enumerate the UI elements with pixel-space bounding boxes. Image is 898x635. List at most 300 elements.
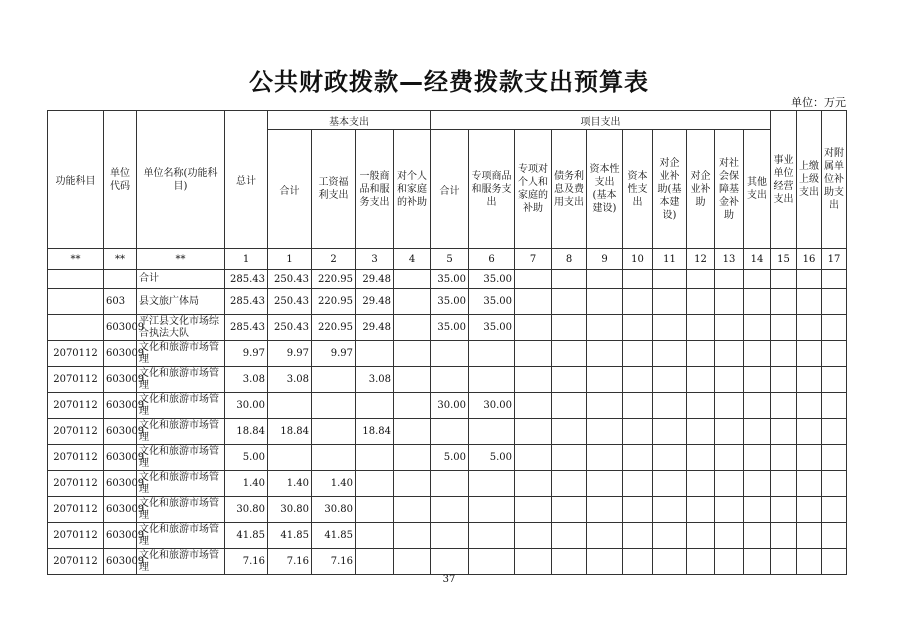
value-cell — [431, 341, 469, 367]
value-cell — [797, 367, 822, 393]
page-number: 37 — [442, 574, 456, 585]
value-cell: 30.80 — [268, 497, 312, 523]
func-code-cell: 2070112 — [48, 367, 104, 393]
value-cell — [587, 523, 623, 549]
table-row — [48, 549, 847, 575]
value-cell — [715, 315, 744, 341]
value-cell: 35.00 — [431, 289, 469, 315]
index-row — [48, 249, 847, 270]
unit-name-cell: 文化和旅游市场管理 — [137, 445, 225, 471]
header-unit-name: 单位名称(功能科目) — [137, 111, 225, 249]
unit-code-cell: 603009 — [104, 393, 137, 419]
value-cell — [771, 445, 797, 471]
value-cell — [623, 419, 653, 445]
value-cell — [715, 270, 744, 289]
value-cell — [771, 315, 797, 341]
value-cell: 285.43 — [225, 270, 268, 289]
value-cell — [822, 523, 847, 549]
value-cell: 35.00 — [469, 270, 515, 289]
func-code-cell — [48, 289, 104, 315]
value-cell — [587, 270, 623, 289]
value-cell — [587, 393, 623, 419]
index-cell: 11 — [653, 249, 687, 270]
unit-name-cell: 文化和旅游市场管理 — [137, 419, 225, 445]
unit-code-cell: 603009 — [104, 367, 137, 393]
value-cell: 1.40 — [312, 471, 356, 497]
value-cell: 29.48 — [356, 270, 394, 289]
value-cell — [515, 393, 552, 419]
unit-name-cell: 文化和旅游市场管理 — [137, 393, 225, 419]
header-project-expense: 项目支出 — [431, 111, 771, 130]
value-cell — [515, 419, 552, 445]
value-cell — [587, 289, 623, 315]
value-cell: 41.85 — [225, 523, 268, 549]
value-cell — [394, 445, 431, 471]
value-cell — [822, 315, 847, 341]
value-cell: 29.48 — [356, 289, 394, 315]
header-basic-personal: 对个人和家庭的补助 — [394, 130, 431, 249]
total-row — [48, 270, 847, 289]
index-cell: 8 — [552, 249, 587, 270]
func-code-cell: 2070112 — [48, 549, 104, 575]
value-cell: 30.80 — [225, 497, 268, 523]
value-cell: 18.84 — [225, 419, 268, 445]
func-code-cell: 2070112 — [48, 341, 104, 367]
value-cell — [515, 497, 552, 523]
value-cell — [744, 341, 771, 367]
header-project-social: 对社会保障基金补助 — [715, 130, 744, 249]
value-cell — [515, 341, 552, 367]
document-title: 公共财政拨款—经费拨款支出预算表 — [249, 68, 649, 96]
value-cell — [469, 471, 515, 497]
value-cell — [797, 393, 822, 419]
header-project-capital-build: 资本性支出(基本建设) — [587, 130, 623, 249]
value-cell — [744, 419, 771, 445]
value-cell — [715, 419, 744, 445]
value-cell — [715, 471, 744, 497]
value-cell — [587, 549, 623, 575]
unit-code-cell: 603009 — [104, 523, 137, 549]
value-cell — [797, 445, 822, 471]
value-cell — [687, 549, 715, 575]
index-cell: 17 — [822, 249, 847, 270]
value-cell: 5.00 — [469, 445, 515, 471]
value-cell — [822, 393, 847, 419]
header-project-debt: 债务利息及费用支出 — [552, 130, 587, 249]
value-cell — [653, 445, 687, 471]
value-cell: 7.16 — [268, 549, 312, 575]
value-cell: 30.80 — [312, 497, 356, 523]
value-cell: 285.43 — [225, 315, 268, 341]
value-cell — [771, 393, 797, 419]
value-cell — [587, 367, 623, 393]
value-cell — [797, 289, 822, 315]
value-cell — [744, 289, 771, 315]
value-cell — [587, 315, 623, 341]
value-cell — [623, 270, 653, 289]
table-row — [48, 523, 847, 549]
unit-name-cell: 县文旅广体局 — [137, 289, 225, 315]
value-cell — [552, 270, 587, 289]
header-basic-goods: 一般商品和服务支出 — [356, 130, 394, 249]
table-row — [48, 445, 847, 471]
header-project-capital: 资本性支出 — [623, 130, 653, 249]
value-cell — [744, 549, 771, 575]
value-cell — [771, 419, 797, 445]
value-cell — [822, 270, 847, 289]
value-cell — [797, 270, 822, 289]
value-cell — [771, 367, 797, 393]
unit-code-cell: 603009 — [104, 497, 137, 523]
index-cell: 1 — [268, 249, 312, 270]
unit-name-cell: 平江县文化市场综合执法大队 — [137, 315, 225, 341]
func-code-cell: 2070112 — [48, 471, 104, 497]
func-code-cell: 2070112 — [48, 419, 104, 445]
value-cell: 41.85 — [268, 523, 312, 549]
value-cell: 220.95 — [312, 270, 356, 289]
index-cell: ** — [48, 249, 104, 270]
value-cell — [431, 497, 469, 523]
header-upper-expense: 上缴上级支出 — [797, 111, 822, 249]
value-cell — [687, 341, 715, 367]
value-cell — [797, 419, 822, 445]
table-row — [48, 315, 847, 341]
value-cell — [268, 393, 312, 419]
value-cell — [356, 393, 394, 419]
unit-code-cell: 603009 — [104, 315, 137, 341]
value-cell — [653, 471, 687, 497]
value-cell — [394, 341, 431, 367]
value-cell — [552, 289, 587, 315]
value-cell — [623, 367, 653, 393]
value-cell — [715, 341, 744, 367]
value-cell — [552, 445, 587, 471]
value-cell — [552, 341, 587, 367]
func-code-cell: 2070112 — [48, 497, 104, 523]
unit-name-cell: 文化和旅游市场管理 — [137, 471, 225, 497]
value-cell — [771, 289, 797, 315]
unit-name-cell: 文化和旅游市场管理 — [137, 523, 225, 549]
value-cell — [822, 549, 847, 575]
value-cell — [356, 523, 394, 549]
value-cell — [822, 367, 847, 393]
header-unit-code: 单位代码 — [104, 111, 137, 249]
value-cell — [431, 367, 469, 393]
value-cell — [268, 445, 312, 471]
value-cell — [552, 367, 587, 393]
value-cell — [771, 523, 797, 549]
value-cell — [587, 419, 623, 445]
value-cell — [822, 445, 847, 471]
value-cell: 30.00 — [431, 393, 469, 419]
value-cell — [394, 471, 431, 497]
unit-code-cell: 603009 — [104, 341, 137, 367]
header-project-sum: 合计 — [431, 130, 469, 249]
table-row — [48, 393, 847, 419]
value-cell — [744, 471, 771, 497]
value-cell — [552, 471, 587, 497]
table-row — [48, 341, 847, 367]
value-cell — [653, 523, 687, 549]
value-cell — [394, 393, 431, 419]
header-project-personal: 专项对个人和家庭的补助 — [515, 130, 552, 249]
value-cell — [431, 523, 469, 549]
value-cell: 35.00 — [469, 315, 515, 341]
value-cell — [515, 523, 552, 549]
header-func-subject: 功能科目 — [48, 111, 104, 249]
value-cell: 220.95 — [312, 289, 356, 315]
value-cell — [394, 549, 431, 575]
value-cell — [515, 445, 552, 471]
value-cell — [312, 393, 356, 419]
value-cell — [797, 549, 822, 575]
unit-code-cell: 603009 — [104, 549, 137, 575]
index-cell: 1 — [225, 249, 268, 270]
value-cell — [715, 497, 744, 523]
value-cell: 250.43 — [268, 270, 312, 289]
value-cell — [623, 289, 653, 315]
value-cell — [394, 497, 431, 523]
header-basic-expense: 基本支出 — [268, 111, 431, 130]
value-cell — [623, 523, 653, 549]
value-cell — [623, 549, 653, 575]
value-cell — [394, 419, 431, 445]
value-cell: 30.00 — [469, 393, 515, 419]
value-cell — [715, 445, 744, 471]
value-cell — [552, 419, 587, 445]
value-cell — [687, 523, 715, 549]
value-cell — [587, 471, 623, 497]
value-cell — [431, 549, 469, 575]
index-cell: 2 — [312, 249, 356, 270]
value-cell — [797, 523, 822, 549]
value-cell: 35.00 — [431, 315, 469, 341]
value-cell: 285.43 — [225, 289, 268, 315]
unit-name-cell: 合计 — [137, 270, 225, 289]
value-cell: 5.00 — [225, 445, 268, 471]
value-cell: 35.00 — [469, 289, 515, 315]
value-cell — [356, 341, 394, 367]
value-cell: 18.84 — [356, 419, 394, 445]
value-cell — [715, 367, 744, 393]
value-cell — [394, 289, 431, 315]
value-cell — [822, 419, 847, 445]
value-cell — [715, 549, 744, 575]
index-cell: 9 — [587, 249, 623, 270]
table-row — [48, 367, 847, 393]
budget-table — [47, 110, 847, 575]
index-cell: 16 — [797, 249, 822, 270]
value-cell — [394, 523, 431, 549]
unit-name-cell: 文化和旅游市场管理 — [137, 497, 225, 523]
value-cell: 7.16 — [312, 549, 356, 575]
value-cell — [312, 445, 356, 471]
value-cell: 3.08 — [268, 367, 312, 393]
header-basic-sum: 合计 — [268, 130, 312, 249]
value-cell — [687, 289, 715, 315]
index-cell: ** — [104, 249, 137, 270]
table-body — [48, 249, 847, 575]
index-cell: 6 — [469, 249, 515, 270]
header-business-expense: 事业单位经营支出 — [771, 111, 797, 249]
value-cell — [797, 471, 822, 497]
header-project-other: 其他支出 — [744, 130, 771, 249]
value-cell — [715, 393, 744, 419]
value-cell — [653, 497, 687, 523]
value-cell — [623, 497, 653, 523]
value-cell — [587, 497, 623, 523]
value-cell — [469, 367, 515, 393]
value-cell — [394, 315, 431, 341]
value-cell — [687, 497, 715, 523]
value-cell: 5.00 — [431, 445, 469, 471]
unit-code-cell: 603009 — [104, 445, 137, 471]
header-project-enterprise-build: 对企业补助(基本建设) — [653, 130, 687, 249]
value-cell — [771, 341, 797, 367]
value-cell — [797, 341, 822, 367]
index-cell: 4 — [394, 249, 431, 270]
header-project-goods: 专项商品和服务支出 — [469, 130, 515, 249]
value-cell — [653, 549, 687, 575]
index-cell: 10 — [623, 249, 653, 270]
header-total: 总计 — [225, 111, 268, 249]
value-cell — [431, 419, 469, 445]
func-code-cell: 2070112 — [48, 393, 104, 419]
value-cell — [771, 270, 797, 289]
value-cell — [623, 471, 653, 497]
value-cell — [715, 523, 744, 549]
value-cell — [623, 315, 653, 341]
value-cell — [394, 270, 431, 289]
index-cell: 7 — [515, 249, 552, 270]
index-cell: ** — [137, 249, 225, 270]
value-cell — [515, 471, 552, 497]
value-cell — [515, 549, 552, 575]
value-cell — [744, 393, 771, 419]
table-row — [48, 471, 847, 497]
value-cell: 9.97 — [268, 341, 312, 367]
table-row — [48, 419, 847, 445]
value-cell — [552, 393, 587, 419]
value-cell: 220.95 — [312, 315, 356, 341]
index-cell: 13 — [715, 249, 744, 270]
value-cell — [687, 270, 715, 289]
value-cell — [715, 289, 744, 315]
value-cell — [469, 523, 515, 549]
value-cell — [515, 270, 552, 289]
value-cell: 250.43 — [268, 289, 312, 315]
value-cell: 29.48 — [356, 315, 394, 341]
value-cell — [822, 471, 847, 497]
unit-code-cell: 603009 — [104, 419, 137, 445]
value-cell — [356, 471, 394, 497]
value-cell — [356, 445, 394, 471]
value-cell — [623, 393, 653, 419]
value-cell — [431, 471, 469, 497]
value-cell — [312, 367, 356, 393]
index-cell: 3 — [356, 249, 394, 270]
value-cell — [356, 549, 394, 575]
func-code-cell: 2070112 — [48, 523, 104, 549]
header-basic-wage: 工资福利支出 — [312, 130, 356, 249]
value-cell — [312, 419, 356, 445]
func-code-cell — [48, 270, 104, 289]
value-cell — [469, 497, 515, 523]
unit-name-cell: 文化和旅游市场管理 — [137, 367, 225, 393]
value-cell — [469, 549, 515, 575]
value-cell — [469, 341, 515, 367]
value-cell — [744, 497, 771, 523]
value-cell — [653, 393, 687, 419]
table-row — [48, 497, 847, 523]
value-cell — [394, 367, 431, 393]
value-cell: 3.08 — [356, 367, 394, 393]
unit-code-cell: 603009 — [104, 471, 137, 497]
value-cell — [469, 419, 515, 445]
value-cell — [653, 315, 687, 341]
value-cell: 250.43 — [268, 315, 312, 341]
value-cell — [515, 315, 552, 341]
value-cell: 9.97 — [312, 341, 356, 367]
index-cell: 15 — [771, 249, 797, 270]
value-cell — [623, 341, 653, 367]
value-cell — [797, 497, 822, 523]
value-cell — [744, 523, 771, 549]
func-code-cell: 2070112 — [48, 445, 104, 471]
value-cell — [797, 315, 822, 341]
value-cell — [687, 393, 715, 419]
value-cell — [587, 341, 623, 367]
header-subsidiary-expense: 对附属单位补助支出 — [822, 111, 847, 249]
value-cell: 1.40 — [268, 471, 312, 497]
value-cell — [515, 289, 552, 315]
value-cell — [687, 367, 715, 393]
index-cell: 14 — [744, 249, 771, 270]
value-cell — [653, 270, 687, 289]
value-cell: 3.08 — [225, 367, 268, 393]
value-cell — [356, 497, 394, 523]
index-cell: 12 — [687, 249, 715, 270]
value-cell — [653, 289, 687, 315]
value-cell — [623, 445, 653, 471]
value-cell — [744, 315, 771, 341]
value-cell — [687, 445, 715, 471]
value-cell — [653, 367, 687, 393]
table-row — [48, 289, 847, 315]
value-cell: 9.97 — [225, 341, 268, 367]
value-cell — [771, 497, 797, 523]
value-cell — [744, 445, 771, 471]
value-cell — [515, 367, 552, 393]
value-cell: 30.00 — [225, 393, 268, 419]
unit-name-cell: 文化和旅游市场管理 — [137, 341, 225, 367]
unit-label: 单位：万元 — [791, 96, 846, 109]
value-cell — [744, 270, 771, 289]
value-cell — [822, 497, 847, 523]
value-cell — [687, 471, 715, 497]
value-cell: 7.16 — [225, 549, 268, 575]
value-cell — [552, 315, 587, 341]
value-cell — [822, 289, 847, 315]
value-cell — [687, 419, 715, 445]
func-code-cell — [48, 315, 104, 341]
unit-code-cell: 603 — [104, 289, 137, 315]
value-cell: 18.84 — [268, 419, 312, 445]
value-cell — [744, 367, 771, 393]
value-cell — [653, 341, 687, 367]
unit-code-cell — [104, 270, 137, 289]
value-cell — [552, 523, 587, 549]
